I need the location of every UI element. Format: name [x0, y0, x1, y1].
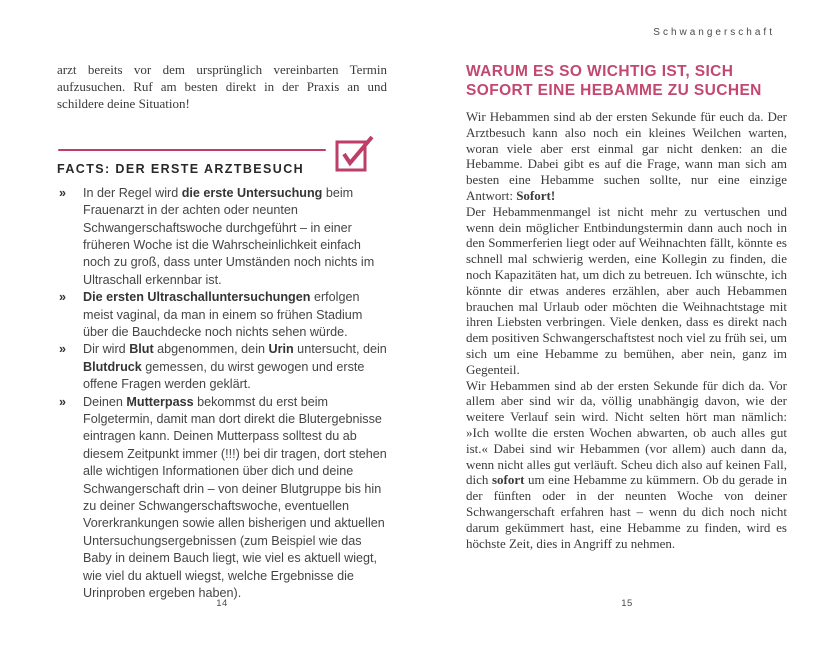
list-item-text: Die ersten Ultraschalluntersuchungen erfolgen meist vaginal, da man in einem so frühen Stadium über die Bauchdecke noch nichts sehen würde. [83, 290, 363, 339]
facts-list [57, 185, 387, 603]
check-square-icon [335, 133, 375, 175]
list-item-text: Dir wird Blut abgenommen, dein Urin untersucht, dein Blutdruck gemessen, du wirst gewogen und erste offene Fragen werden geklärt. [83, 342, 387, 392]
list-item [57, 394, 387, 603]
list-item [57, 289, 387, 341]
bullet-marker: » [59, 185, 67, 200]
page-number-left: 14 [216, 598, 228, 609]
section-heading: WARUM ES SO WICHTIG IST, SICH SOFORT EINE HEBAMME ZU SUCHEN [466, 63, 762, 99]
right-page [466, 62, 787, 551]
body-paragraph: Der Hebammenmangel ist nicht mehr zu vertuschen und wenn dein möglicher Entbindungstermin dann auch noch in den Sommerferien liegt oder auf Weihnachten fällt, könnte es schnell mal schwierig werden, eine Kollegin zu finden, die noch Kapazitäten hat, um dich zu betreuen. Ich wünschte, ich könnte dir etwas anderes erzählen, aber auch Hebammen brauchen mal Urlaub oder möchten die Weihnachtstage mit ihren Liebsten verbringen. Viele denken, dass es direkt nach dem positiven Schwangerschaftstest noch viel zu früh sei, um sich um eine Hebamme zu bemühen, aber nein, ganz im Gegenteil. [466, 203, 787, 377]
intro-paragraph: arzt bereits vor dem ursprünglich vereinbarten Termin aufzusuchen. Ruf am besten direkt in der Praxis an und schildere deine Situation! [57, 62, 387, 111]
list-item-text: Deinen Mutterpass bekommst du erst beim Folgetermin, damit man dort direkt die Blutergebnisse eintragen kann. Deinen Mutterpass solltest du ab diesem Zeitpunkt immer (!!!) bei dir tragen, dort stehen alle wichtigen Informationen über dich und deine Schwangerschaft drin – von deiner Blutgruppe bis hin zu deiner Schwangerschaftswoche, eventuellen Vorerkrankungen sowie allen bisherigen und aktuellen Untersuchungsergebnissen (zum Beispiel wie das Baby in deinem Bauch liegt, wie viel es aktuell wiegt, wie viel du aktuell wiegst, welche Ergebnisse die Urinproben ergeben haben). [83, 394, 387, 601]
bullet-marker: » [59, 290, 67, 305]
bullet-marker: » [59, 394, 67, 409]
running-header: Schwangerschaft [653, 27, 775, 38]
body-paragraph: Wir Hebammen sind ab der ersten Sekunde für dich da. Vor allem aber sind wir da, völlig unabhängig davon, wie der weitere Verlauf sein wird. Nicht selten hört man nämlich: »Ich wollte die ersten Wochen abwarten, ob auch alles gut ist.« Dabei sind wir Hebammen (vor allem) auch dann da, wenn nicht alles gut verläuft. Scheu dich also auf keinen Fall, dich sofort um eine Hebamme zu kümmern. Ob du gerade in der fünften oder in der neunten Woche von deiner Schwangerschaft erfahren hast – wenn du dich noch nicht darum gekümmert hast, eine Hebamme zu finden, wird es höchste Zeit, dies in Angriff zu nehmen. [466, 377, 787, 551]
accent-rule [58, 149, 326, 151]
left-page [57, 62, 387, 602]
list-item [57, 185, 387, 289]
bullet-marker: » [59, 342, 67, 357]
list-item-text: In der Regel wird die erste Untersuchung beim Frauenarzt in der achten oder neunten Schwangerschaftswoche durchgeführt – in einer früheren Woche ist die Wahrscheinlichkeit einfach noch zu groß, dass unter Umständen noch nichts im Ultraschall erkennbar ist. [83, 185, 375, 287]
page-number-right: 15 [621, 598, 633, 609]
facts-section [57, 149, 387, 603]
facts-heading: FACTS: DER ERSTE ARZTBESUCH [57, 161, 305, 176]
body-paragraph: Wir Hebammen sind ab der ersten Sekunde für euch da. Der Arztbesuch kann also noch ein kleines Weilchen warten, woran viele aber erst einmal gar nicht denken: an die Hebamme. Dabei gibt es auf die Frage, wann man sich am besten eine Hebamme suchen sollte, nur eine einzige Antwort: Sofort! [466, 109, 787, 203]
list-item [57, 341, 387, 393]
